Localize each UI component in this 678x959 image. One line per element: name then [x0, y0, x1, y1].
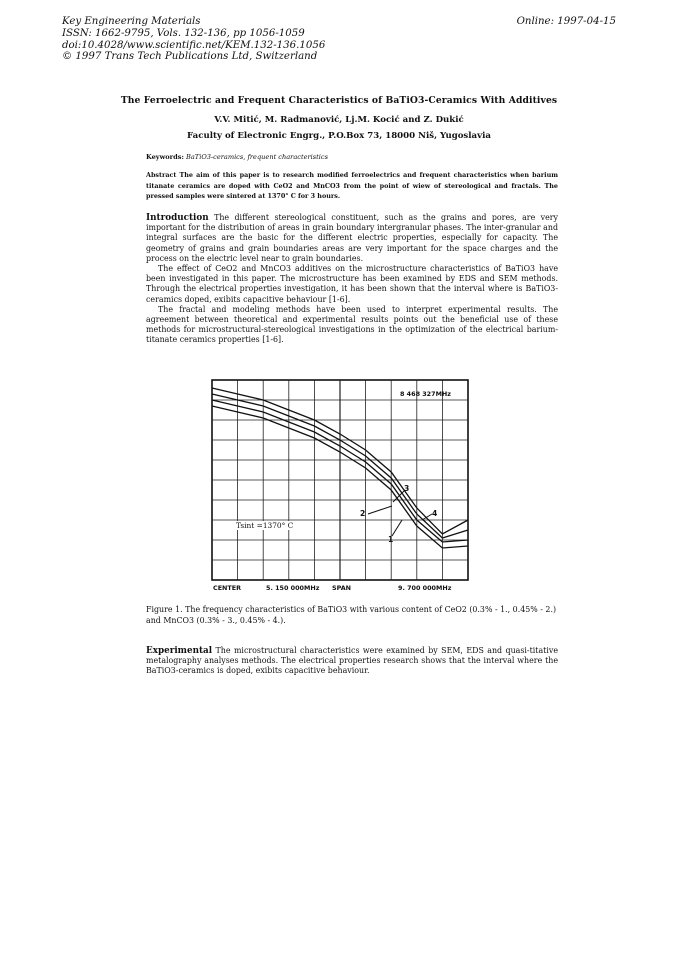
copyright-line: © 1997 Trans Tech Publications Ltd, Switzerland	[62, 51, 318, 63]
center-label: CENTER	[213, 584, 242, 592]
introduction-paragraph-3: The fractal and modeling methods have been used to interpret experimental results. The agreement between theoretical and experimental results points out the beneficial use of these methods for microstructural-stereological investigations in the optimization of the electrical barium-titanate ceramics properties [1-6].	[146, 304, 558, 345]
sinter-temp-label: Tsint =1370° C	[236, 521, 294, 530]
experimental-section	[146, 646, 558, 677]
curve-label-4: 4	[432, 509, 438, 518]
abstract-text: The aim of this paper is to research modified ferroelectrics and frequent characteristics when barium titanate ceramics are doped with CeO2 and MnCO3 from the point of wiew of stereological and fractals. The pressed samples were sintered at 1370° C for 3 hours.	[146, 171, 558, 201]
keywords-line	[146, 153, 558, 161]
journal-name: Key Engineering Materials	[62, 16, 201, 27]
marker-label: 8 468 327MHz	[400, 390, 452, 398]
issn-line: ISSN: 1662-9795, Vols. 132-136, pp 1056-1059	[62, 27, 305, 39]
doi-link[interactable]: doi:10.4028/www.scientific.net/KEM.132-136.1056	[62, 39, 326, 51]
curve-label-2: 2	[360, 509, 366, 518]
figure-1-caption: Figure 1. The frequency characteristics of BaTiO3 with various content of CeO2 (0.3% - 1., 0.45% - 2.) and MnCO3 (0.3% - 3., 0.45% - 4.).	[146, 605, 557, 625]
paper-affiliation: Faculty of Electronic Engrg., P.O.Box 73, 18000 Niš, Yugoslavia	[187, 131, 491, 141]
online-date: Online: 1997-04-15	[516, 16, 616, 27]
abstract	[146, 170, 558, 202]
keywords-text: BaTiO3-ceramics, frequent characteristics	[186, 153, 328, 161]
frequency-chart-svg	[210, 378, 470, 596]
curve-label-1: 1	[388, 535, 394, 544]
journal-header	[62, 16, 325, 63]
paper-title: The Ferroelectric and Frequent Characteristics of BaTiO3-Ceramics With Additives	[120, 95, 558, 106]
paper-authors: V.V. Mitić, M. Radmanović, Lj.M. Kocić and Z. Dukić	[214, 115, 464, 125]
introduction-section	[146, 213, 558, 346]
experimental-heading: Experimental	[146, 646, 213, 656]
curve-label-3: 3	[404, 484, 410, 493]
introduction-paragraph-2: The effect of CeO2 and MnCO3 additives on the microstructure characteristics of BaTiO3 have been investigated in this paper. The microstructure has been examined by EDS and SEM methods. Through the electrical properties investigation, it has been shown that the interval where is BaTiO3-ceramics doped, exibits capacitive behaviour [1-6].	[146, 264, 558, 304]
figure-1-chart	[210, 378, 470, 596]
abstract-label: Abstract	[146, 171, 177, 179]
experimental-paragraph-1: The microstructural characteristics were examined by SEM, EDS and quasi-titative metalography analyses methods. The electrical properties research shows that the interval where the BaTiO3-ceramics is doped, exibits capacitive behaviour.	[146, 646, 558, 676]
keywords-label: Keywords:	[146, 153, 184, 161]
introduction-heading: Introduction	[146, 213, 209, 223]
introduction-paragraph-1: The different stereological constituent, such as the grains and pores, are very important for the distribution of areas in grain boundary intergranular phases. The inter-granular and integral surfaces are the basic for the different electric properties, especially for capacity. The geometry of grains and grain boundaries areas are very important for the space charges and the process on the electric level near to grain boundaries.	[146, 213, 558, 263]
span-label: SPAN	[332, 584, 351, 592]
span-value: 9. 700 000MHz	[398, 584, 452, 592]
center-value: 5. 150 000MHz	[266, 584, 320, 592]
